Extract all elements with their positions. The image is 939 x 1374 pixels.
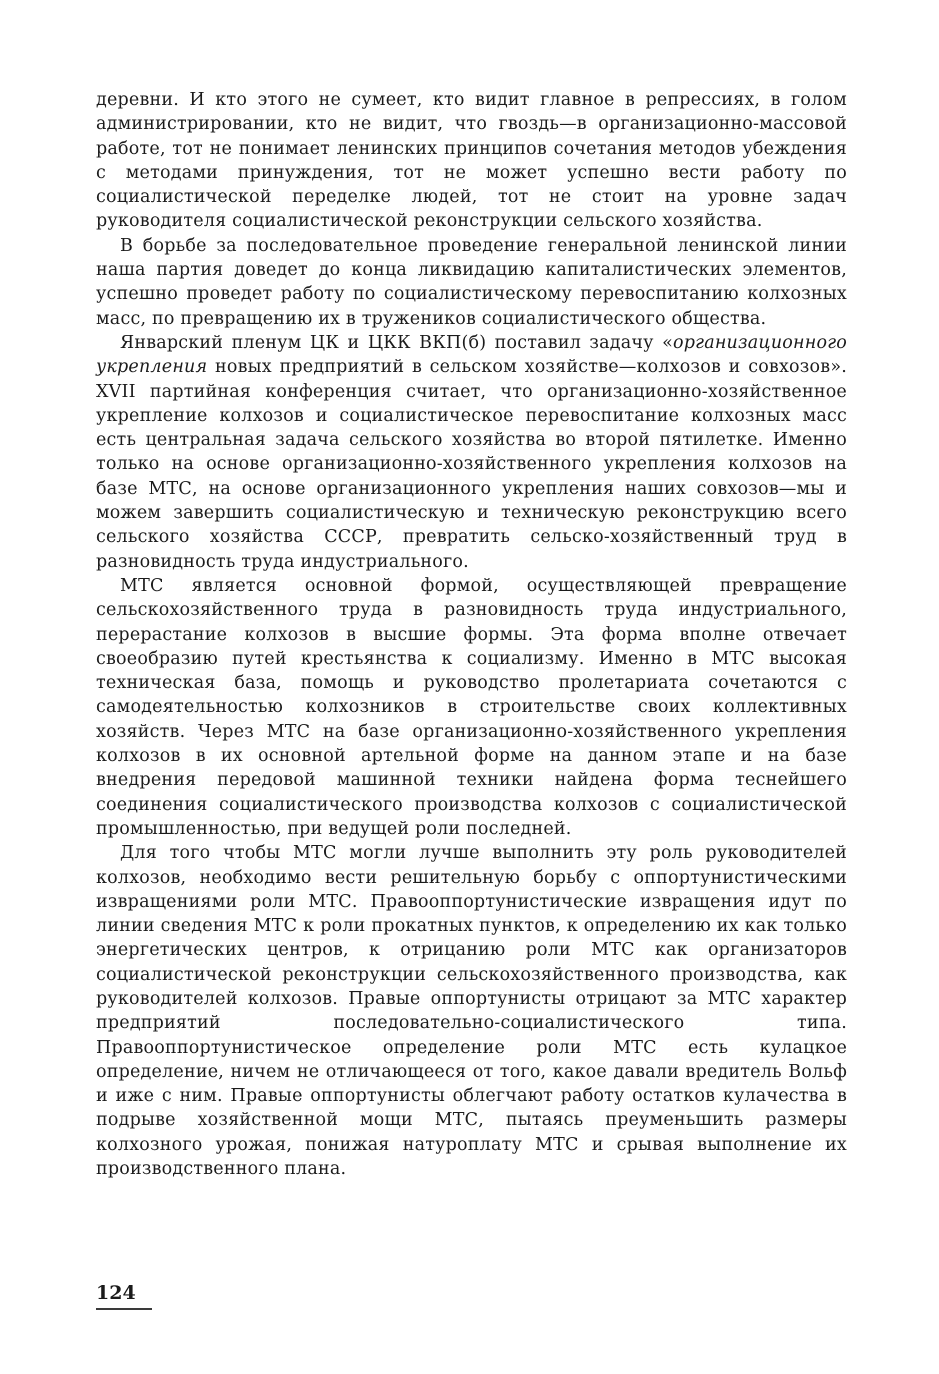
paragraph-3-text-end: новых предприятий в сельском хозяйстве—колхозов и совхозов». XVII партийная конференция считает, что организационно-хозяйственное укрепление колхозов и социалистическое перевоспитание колхозных масс есть центральная задача сельского хозяйства во второй пятилетке. Именно только на основе организационно-хозяйственного укрепления колхозов на базе МТС, на основе организационного укрепления наших совхозов—мы и можем завершить социалистическую и техническую реконструкцию всего сельского хозяйства СССР, превратить сельско-хозяйственный труд в разновидность труда индустриального. <box>96 357 847 572</box>
paragraph-4 <box>96 574 847 841</box>
paragraph-2-text: В борьбе за последовательное проведение генеральной ленинской линии наша партия доведет до конца ликвидацию капиталистических элементов, успешно проведет работу по социалистическому перевоспитанию колхозных масс, по превращению их в тружеников социалистического общества. <box>96 235 847 329</box>
paragraph-3-text-start: Январский пленум ЦК и ЦКК ВКП(б) поставил задачу « <box>120 332 674 353</box>
paragraph-5-text: Для того чтобы МТС могли лучше выполнить эту роль руководителей колхозов, необходимо вести решительную борьбу с оппортунистическими извращениями роли МТС. Правооппортунистические извращения идут по линии сведения МТС к роли прокатных пунктов, к определению их как только энергетических центров, к отрицанию роли МТС как организаторов социалистической реконструкции сельскохозяйственного производства, как руководителей колхозов. Правые оппортунисты отрицают за МТС характер предприятий последовательно-социалистического типа. Правооппортунистическое определение роли МТС есть кулацкое определение, ничем не отличающееся от того, какое давали вредитель Вольф и иже с ним. Правые оппортунисты облегчают работу остатков кулачества в подрыве хозяйственной мощи МТС, пытаясь преуменьшить размеры колхозного урожая, понижая натуроплату МТС и срывая выполнение их производственного плана. <box>96 843 847 1180</box>
paragraph-1 <box>96 88 847 234</box>
page-number-underline <box>96 1308 152 1310</box>
paragraph-3-emphasis: организационного укрепления <box>96 332 847 378</box>
paragraph-4-text: МТС является основной формой, осуществляющей превращение сельскохозяйственного труда в разновидность труда индустриального, перерастание колхозов в высшие формы. Эта форма вполне отвечает своеобразию путей крестьянства к социализму. Именно в МТС высокая техническая база, помощь и руководство пролетариата сочетаются с самодеятельностью колхозников в строительстве своих коллективных хозяйств. Через МТС на базе организационно-хозяйственного укрепления колхозов в их основной артельной форме на данном этапе и на базе внедрения передовой машинной техники найдена форма теснейшего соединения социалистического производства колхозов с социалистической промышленностью, при ведущей роли последней. <box>96 575 847 839</box>
paragraph-3 <box>96 331 847 574</box>
paragraph-1-text: деревни. И кто этого не сумеет, кто видит главное в репрессиях, в голом администрировании, кто не видит, что гвоздь—в организационно-массовой работе, тот не понимает ленинских принципов сочетания методов убеждения с методами принуждения, тот не может успешно вести работу по социалистической переделке людей, тот не стоит на уровне задач руководителя социалистической реконструкции сельского хозяйства. <box>96 90 847 232</box>
paragraph-5 <box>96 841 847 1181</box>
body-text <box>96 88 847 1181</box>
page-number: 124 <box>96 1282 136 1304</box>
paragraph-2 <box>96 234 847 331</box>
